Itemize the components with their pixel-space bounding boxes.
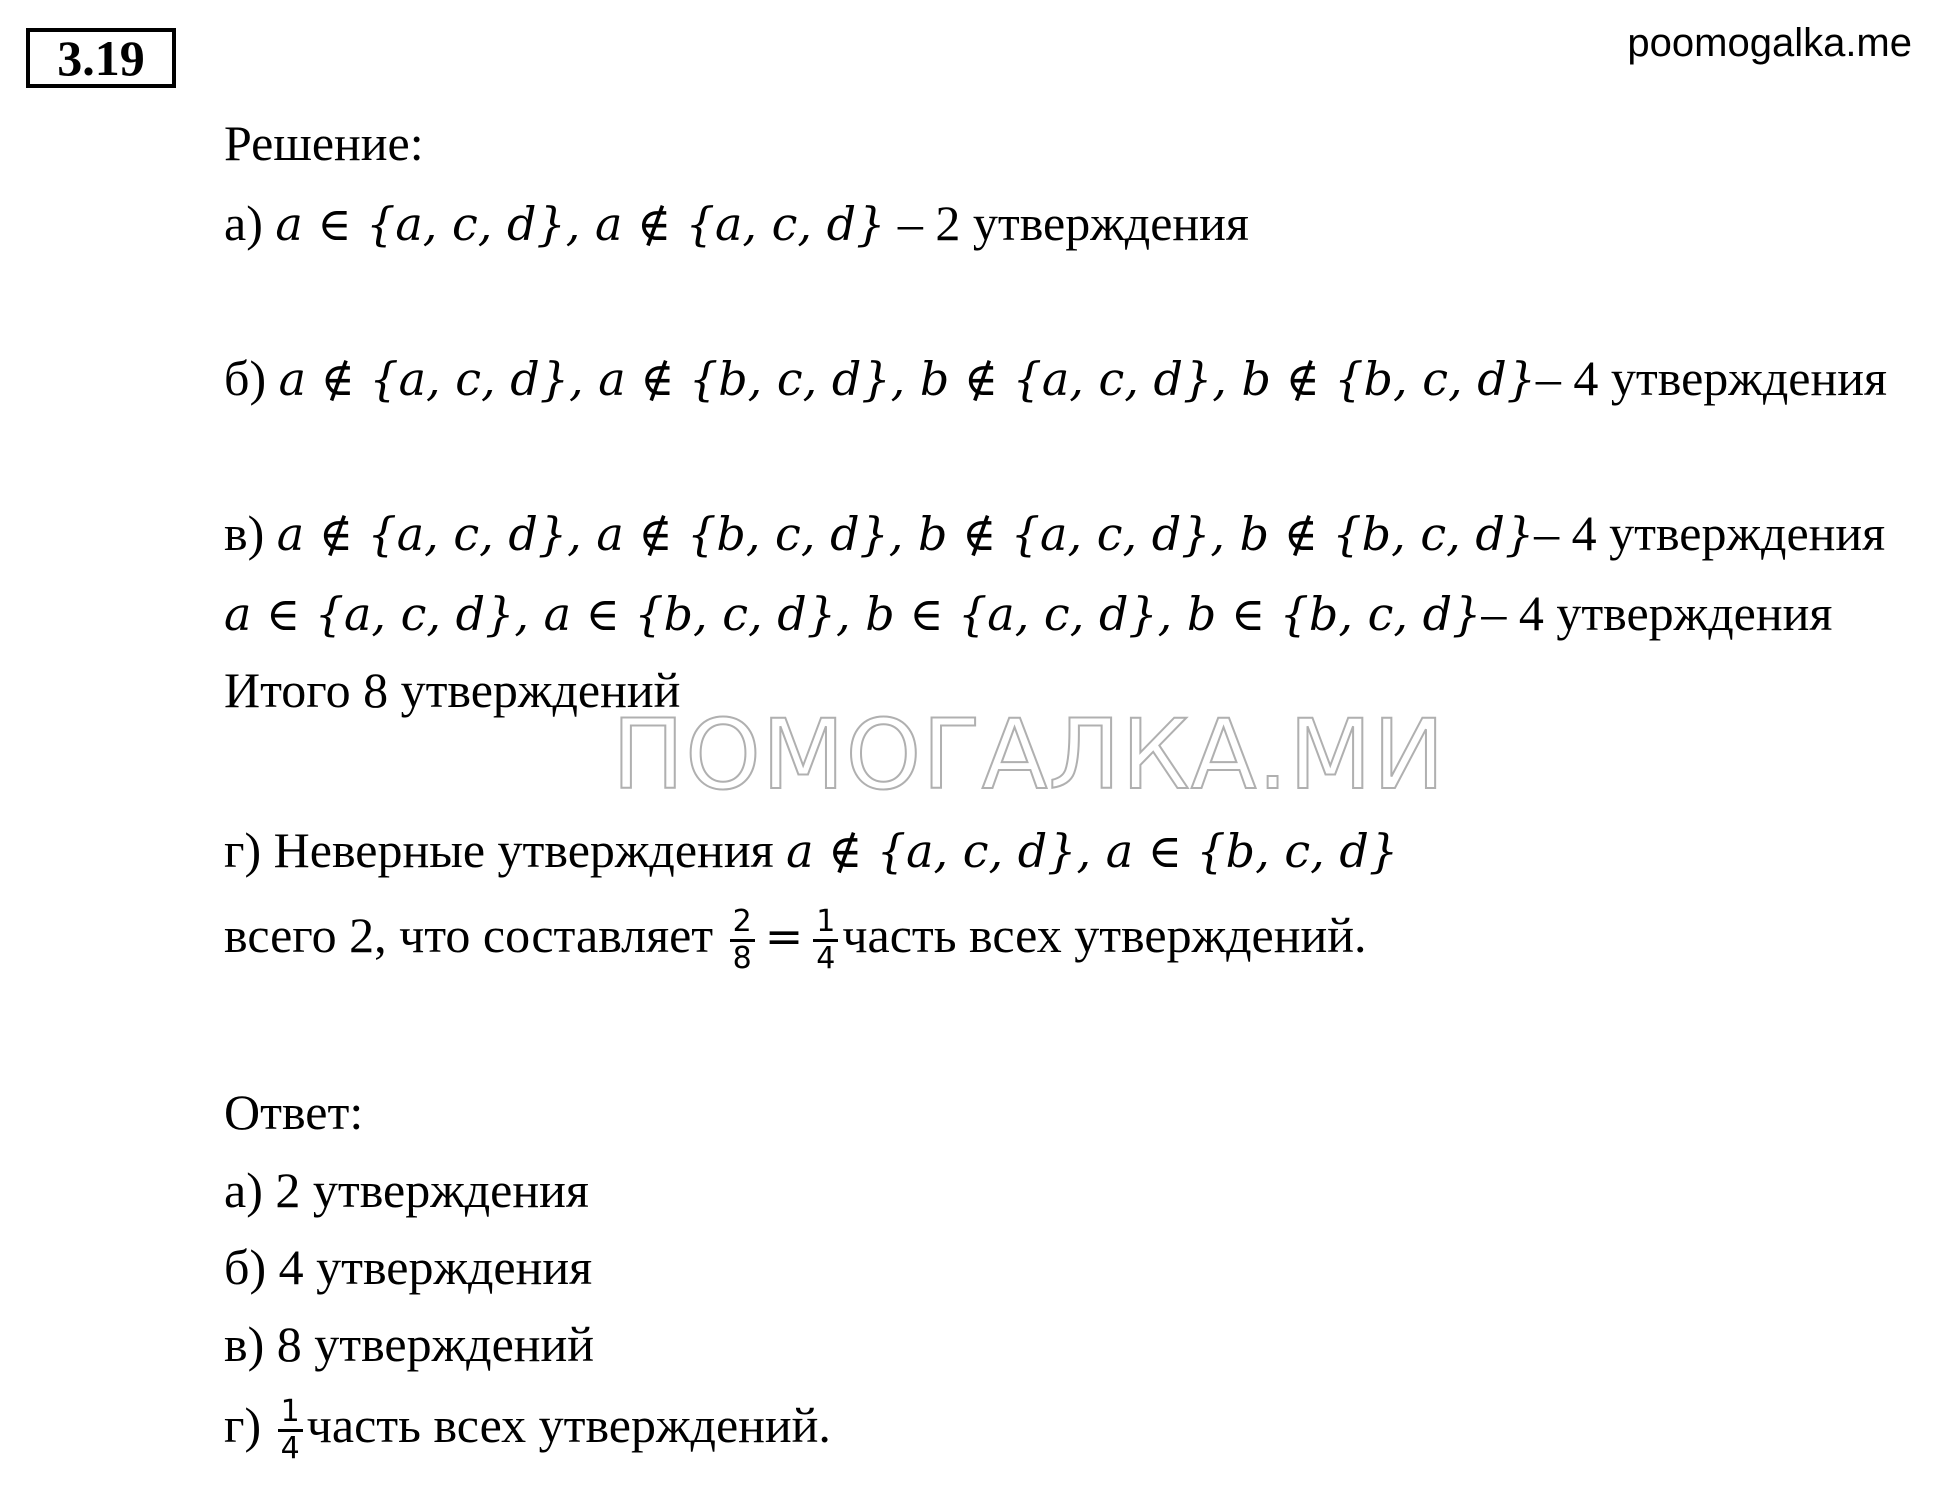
item-label: а): [224, 195, 263, 251]
fraction-one-quarter: [278, 1395, 303, 1466]
fraction-one-quarter: [813, 905, 838, 976]
math-expression: a ∉ {a, c, d}, a ∈ {b, c, d}: [786, 824, 1399, 878]
problem-number-badge: 3.19: [26, 28, 176, 88]
answer-item-a: а) 2 утверждения: [224, 1162, 589, 1218]
fraction-numerator: 1: [278, 1395, 303, 1432]
item-label: в): [224, 505, 265, 561]
item-label: б): [224, 350, 267, 406]
item-label: г): [224, 822, 262, 878]
fraction-two-eighths: [730, 905, 755, 976]
answer-item-b: б) 4 утверждения: [224, 1239, 593, 1295]
solution-item-b: [224, 348, 1887, 409]
solution-item-v-line2: [224, 583, 1832, 644]
item-text: всего 2, что составляет: [224, 907, 714, 963]
item-tail: – 4 утверждения: [1534, 505, 1886, 561]
watermark: ПОМОГАЛКА.МИ: [612, 699, 1446, 811]
fraction-numerator: 2: [730, 905, 755, 942]
item-tail: – 2 утверждения: [885, 195, 1249, 251]
solution-item-g-line1: [224, 820, 1398, 881]
item-text: Неверные утверждения: [273, 822, 774, 878]
math-expression: a ∉ {a, c, d}, a ∉ {b, c, d}, b ∉ {a, c, d}, b ∉ {b, c, d}: [276, 507, 1535, 561]
fraction-denominator: 4: [280, 1431, 300, 1467]
solution-total: Итого 8 утверждений: [224, 662, 681, 718]
fraction-denominator: 4: [816, 941, 836, 977]
item-tail: часть всех утверждений.: [842, 907, 1367, 963]
fraction-denominator: 8: [732, 941, 752, 977]
solution-heading: Решение:: [224, 115, 424, 171]
item-label: г): [224, 1397, 262, 1453]
solution-item-v-line1: [224, 503, 1885, 564]
item-tail: – 4 утверждения: [1481, 585, 1833, 641]
answer-heading: Ответ:: [224, 1084, 364, 1140]
site-name: poomogalka.me: [1627, 21, 1912, 65]
equals-sign: =: [764, 909, 804, 963]
answer-item-g: [224, 1395, 831, 1466]
solution-item-g-line2: [224, 905, 1367, 976]
math-expression: a ∉ {a, c, d}, a ∉ {b, c, d}, b ∉ {a, c, d}, b ∉ {b, c, d}: [278, 352, 1536, 406]
item-tail: – 4 утверждения: [1535, 350, 1887, 406]
fraction-numerator: 1: [813, 905, 838, 942]
item-tail: часть всех утверждений.: [306, 1397, 831, 1453]
math-expression: a ∈ {a, c, d}, a ∈ {b, c, d}, b ∈ {a, c, d}, b ∈ {b, c, d}: [224, 587, 1482, 641]
answer-item-v: в) 8 утверждений: [224, 1316, 595, 1372]
solution-item-a: [224, 193, 1249, 254]
math-expression: a ∈ {a, c, d}, a ∉ {a, c, d}: [275, 197, 886, 251]
